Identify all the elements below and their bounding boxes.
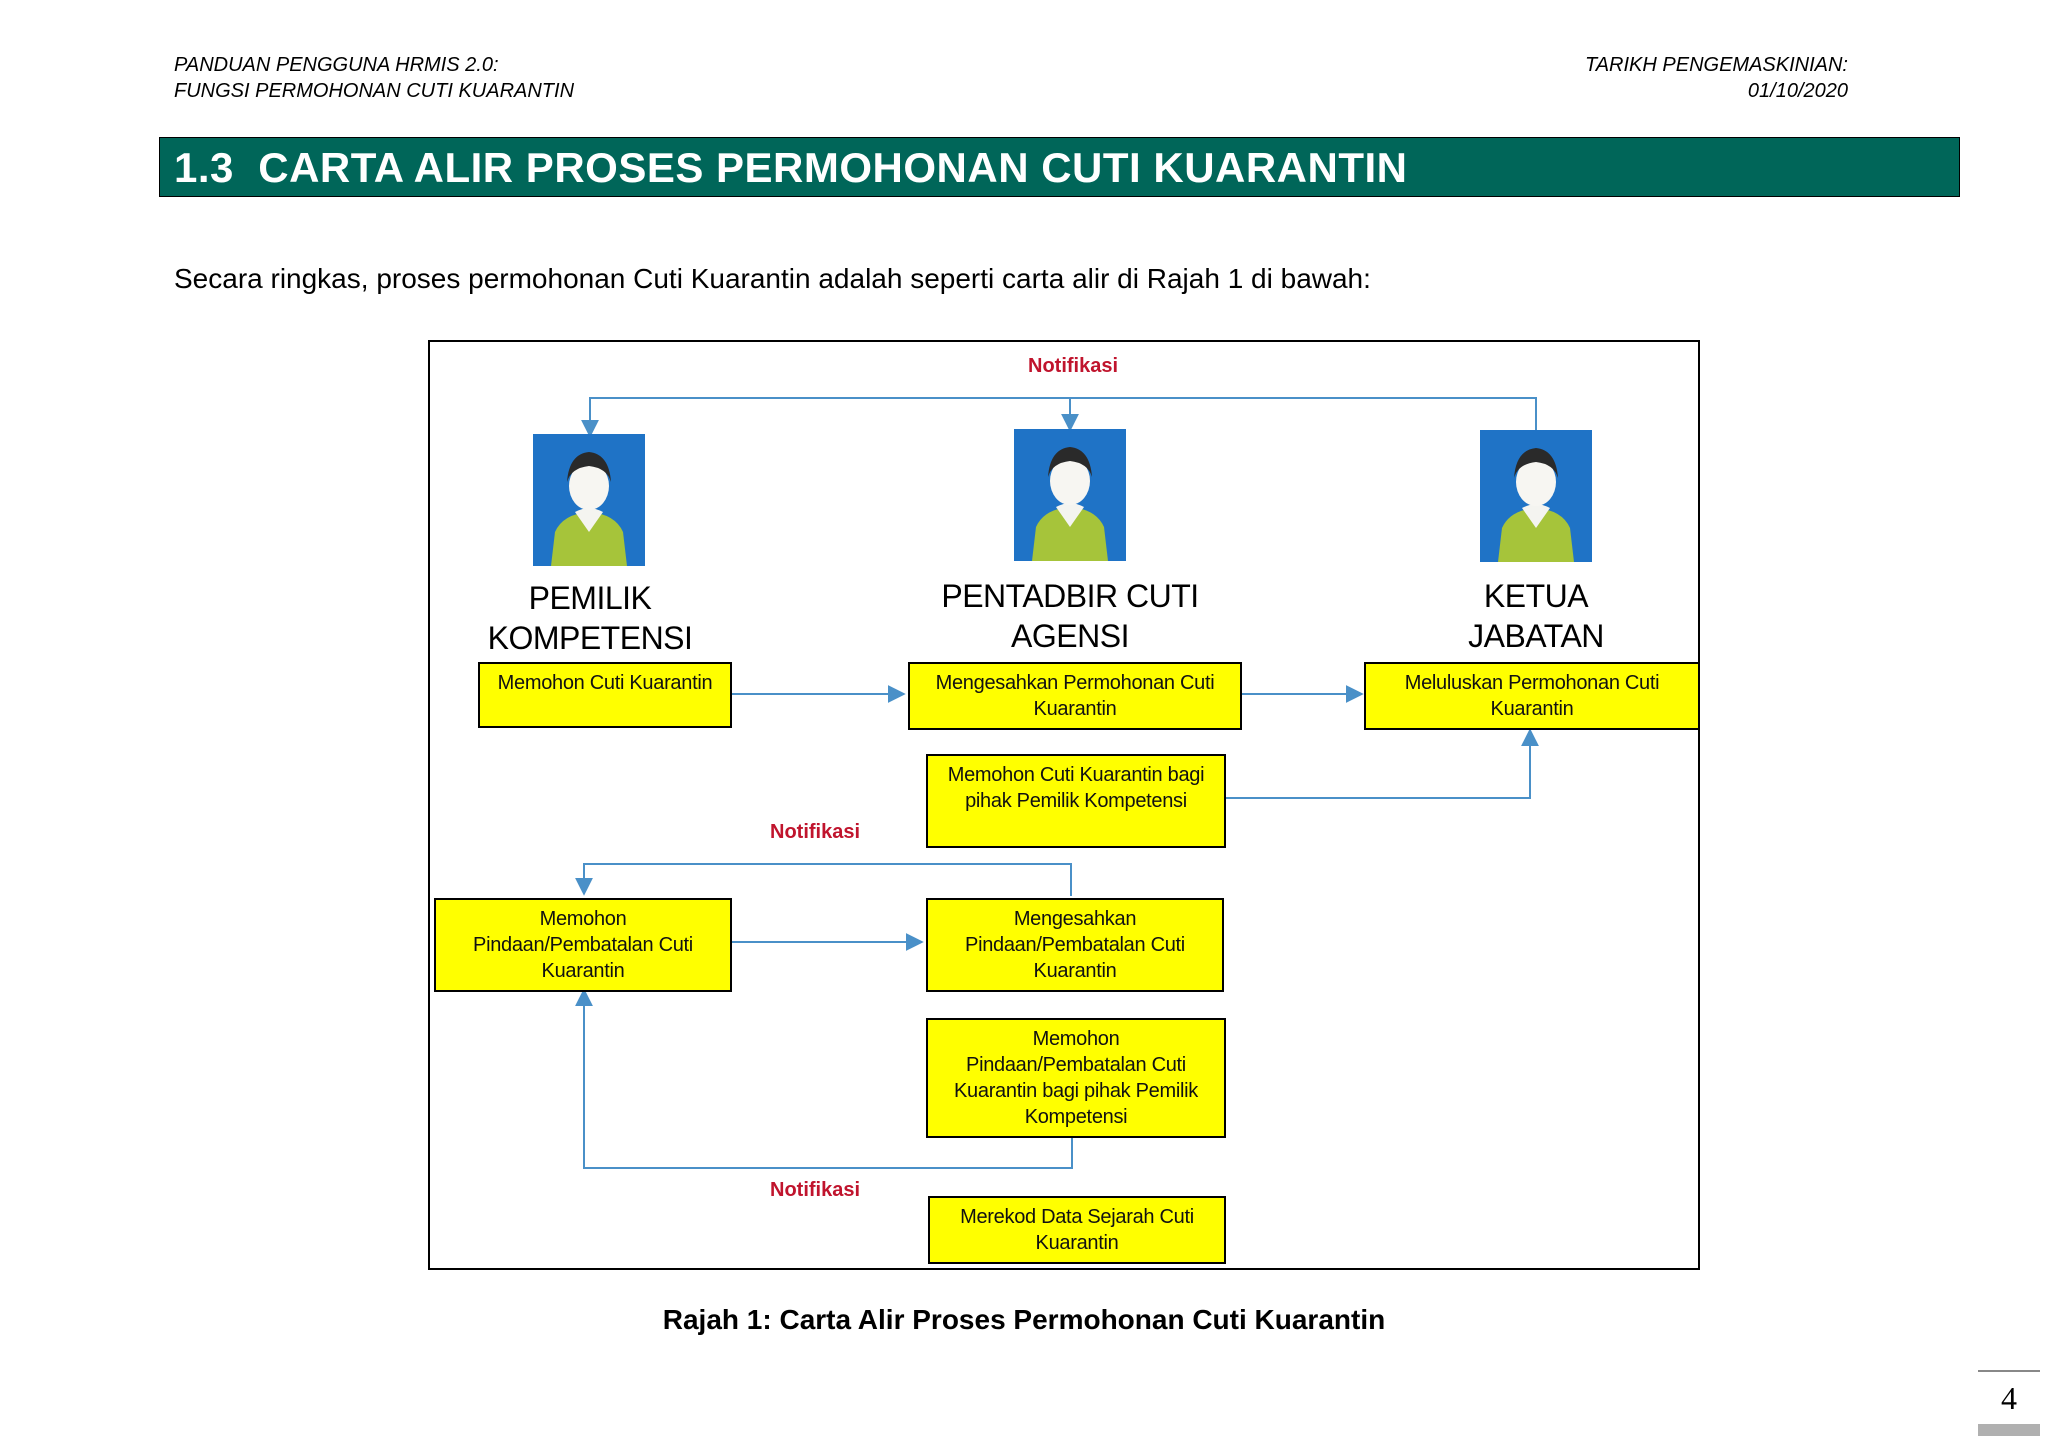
role-pemilik-kompetensi — [470, 578, 710, 658]
role-pemilik-line2: KOMPETENSI — [487, 620, 693, 656]
header-left — [174, 52, 574, 104]
box-mengesahkan-pindaan: Mengesahkan Pindaan/Pembatalan Cuti Kuarantin — [926, 898, 1224, 992]
figure-caption: Rajah 1: Carta Alir Proses Permohonan Cuti Kuarantin — [662, 1304, 1386, 1335]
box-memohon-pindaan-bagi-pihak: Memohon Pindaan/Pembatalan Cuti Kuarantin bagi pihak Pemilik Kompetensi — [926, 1018, 1226, 1138]
header-function-title: FUNGSI PERMOHONAN CUTI KUARANTIN — [174, 80, 575, 102]
box-mengesahkan-permohonan: Mengesahkan Permohonan Cuti Kuarantin — [908, 662, 1242, 730]
box-memohon-cuti: Memohon Cuti Kuarantin — [478, 662, 732, 728]
box-memohon-pindaan: Memohon Pindaan/Pembatalan Cuti Kuarantin — [434, 898, 732, 992]
page-number-bar — [1978, 1424, 2040, 1436]
section-number: 1.3 — [174, 144, 234, 191]
intro-paragraph: Secara ringkas, proses permohonan Cuti Kuarantin adalah seperti carta alir di Rajah 1 di bawah: — [174, 263, 1371, 294]
role-pemilik-line1: PEMILIK — [528, 580, 652, 616]
user-avatar-icon — [1014, 429, 1126, 561]
header-manual-title: PANDUAN PENGGUNA HRMIS 2.0: — [174, 54, 499, 76]
notif-line-middle — [584, 864, 1071, 896]
role-pentadbir-line2: AGENSI — [1011, 618, 1129, 654]
notification-label-middle: Notifikasi — [770, 821, 861, 843]
page-number-block — [1978, 1370, 2040, 1436]
notification-label-bottom: Notifikasi — [770, 1179, 861, 1201]
role-pentadbir-line1: PENTADBIR CUTI — [941, 578, 1199, 614]
arrow-bagipihak-meluluskan — [1224, 730, 1530, 798]
role-ketua-jabatan — [1416, 576, 1656, 656]
notification-label-top: Notifikasi — [1028, 355, 1119, 377]
flowchart-frame — [428, 340, 1700, 1270]
page-number: 4 — [2001, 1380, 2017, 1416]
box-meluluskan-permohonan: Meluluskan Permohonan Cuti Kuarantin — [1364, 662, 1700, 730]
section-title: CARTA ALIR PROSES PERMOHONAN CUTI KUARANTIN — [258, 144, 1408, 191]
user-avatar-icon — [533, 434, 645, 566]
box-memohon-bagi-pihak: Memohon Cuti Kuarantin bagi pihak Pemilik Kompetensi — [926, 754, 1226, 848]
section-heading — [174, 144, 1408, 192]
role-ketua-line1: KETUA — [1483, 578, 1589, 614]
user-avatar-icon — [1480, 430, 1592, 562]
section-heading-bar — [159, 137, 1960, 197]
header-update-label: TARIKH PENGEMASKINIAN: — [1584, 54, 1848, 76]
role-ketua-line2: JABATAN — [1468, 618, 1604, 654]
box-merekod-data: Merekod Data Sejarah Cuti Kuarantin — [928, 1196, 1226, 1264]
header-update-date: 01/10/2020 — [1747, 80, 1848, 102]
role-pentadbir-cuti-agensi — [900, 576, 1240, 656]
header-right — [1585, 52, 1848, 104]
